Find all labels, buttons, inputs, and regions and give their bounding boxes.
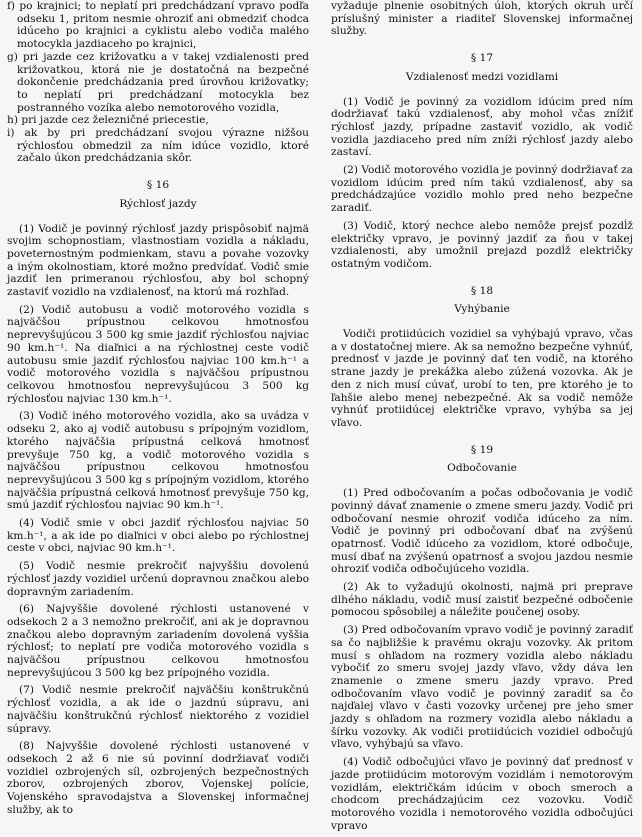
- paragraph: (2) Vodič autobusu a vodič motorového vozidla s najväčšou prípustnou celkovou hmotnosťou neprevyšujúcou 3 500 kg smie jazdiť rýchlosťou najviac 90 km.h⁻¹. Na diaľnici a na rýchlostnej ceste vodič autobusu smie jazdiť rýchlosťou najviac 100 km.h⁻¹ a vodič motorového vozidla s najväčšou prípustnou celkovou hmotnosťou neprevyšujúcou 3 500 kg rýchlosťou najviac 130 km.h⁻¹.: [7, 303, 309, 405]
- section-number: § 18: [470, 284, 494, 297]
- paragraph: (3) Pred odbočovaním vpravo vodič je povinný zaradiť sa čo najbližšie k pravému okraju vozovky. Ak pritom musí s ohľadom na rozmery vozidla alebo nákladu vybočiť zo smeru svojej jazdy vľavo, vždy dáva len znamenie o zmene smeru jazdy vpravo. Pred odbočovaním vľavo vodič je povinný zaradiť sa čo najďalej vľavo v časti vozovky určenej pre jeho smer jazdy s ohľadom na rozmery vozidla alebo nákladu a šírku vozovky. Ak vodiči protiidúcich vozidiel odbočujú vľavo, vyhýbajú sa vľavo.: [331, 624, 633, 751]
- left-column: [7, 0, 309, 821]
- paragraph: (3) Vodič iného motorového vozidla, ako sa uvádza v odseku 2, ako aj vodič autobusu s prípojným vozidlom, ktorého najväčšia prípustná celková hmotnosť prevyšuje 750 kg, a vodič motorového vozidla s najväčšou prípustnou celkovou hmotnosťou neprevyšujúcou 3 500 kg s prípojným vozidlom, ktorého najväčšia prípustná celková hmotnosť prevyšuje 750 kg, smú jazdiť rýchlosťou najviac 90 km.h⁻¹.: [7, 410, 309, 512]
- paragraph: (7) Vodič nesmie prekročiť najväčšiu konštrukčnú rýchlosť vozidla, a ak ide o jazdnú súpravu, ani najväčšiu konštrukčnú rýchlosť niektorého z vozidiel súpravy.: [7, 684, 309, 735]
- section-number: § 17: [470, 52, 494, 65]
- section-title: Rýchlosť jazdy: [119, 197, 197, 210]
- paragraph: (4) Vodič smie v obci jazdiť rýchlosťou najviac 50 km.h⁻¹, a ak ide po diaľnici v obci alebo po rýchlostnej ceste v obci, najviac 90 km.h⁻¹.: [7, 517, 309, 555]
- paragraph: (2) Ak to vyžadujú okolnosti, najmä pri preprave dlhého nákladu, vodič musí zaistiť bezpečné odbočenie pomocou spôsobilej a náležite poučenej osoby.: [331, 581, 633, 619]
- list-item: f) po krajnici; to neplatí pri predchádzaní vpravo podľa odseku 1, pritom nesmie ohroziť ani obmedziť chodca idúceho po krajnici a cyklistu alebo vodiča malého motocykla jazdiaceho po krajnici,: [7, 0, 309, 51]
- section-number: § 19: [470, 443, 494, 456]
- paragraph: (5) Vodič nesmie prekročiť najvyššiu dovolenú rýchlosť jazdy vozidiel určenú dopravnou značkou alebo dopravným zariadením.: [7, 560, 309, 598]
- paragraph: (1) Pred odbočovaním a počas odbočovania je vodič povinný dávať znamenie o zmene smeru jazdy. Vodič pri odbočovaní nesmie ohroziť vodiča idúceho za ním. Vodič je povinný pri odbočovaní dbať na zvýšenú opatrnosť. Vodič idúceho za vozidlom, ktoré odbočuje, musí dbať na zvýšenú opatrnosť a svojou jazdou nesmie ohroziť vodiča odbočujúceho vozidla.: [331, 487, 633, 576]
- section-title: Vzdialenosť medzi vozidlami: [405, 70, 559, 83]
- continuation-paragraph: vyžaduje plnenie osobitných úloh, ktorých okruh určí príslušný minister a riaditeľ Slovenskej informačnej služby.: [331, 0, 633, 38]
- list-item: i) ak by pri predchádzaní svojou výrazne nižšou rýchlosťou obmedzil za ním idúce vozidlo, ktoré začalo úkon predchádzania skôr.: [7, 127, 309, 165]
- paragraph: (1) Vodič je povinný rýchlosť jazdy prispôsobiť najmä svojim schopnostiam, vlastnostiam vozidla a nákladu, poveternostným podmienkam, stavu a povahe vozovky a iným okolnostiam, ktoré možno predvídať. Vodič smie jazdiť len primeranou rýchlosťou, aby bol schopný zastaviť vozidlo na vzdialenosť, na ktorú má rozhľad.: [7, 222, 309, 299]
- list-item: g) pri jazde cez križovatku a v takej vzdialenosti pred križovatkou, ktorá nie je dostatočná na bezpečné dokončenie predchádzania pred úrovňou križovatky; to neplatí pri predchádzaní motocykla bez postranného vozíka alebo nemotorového vozidla,: [7, 50, 309, 114]
- paragraph: (8) Najvyššie dovolené rýchlosti ustanovené v odsekoch 2 až 6 nie sú povinní dodržiavať vodiči vozidiel ozbrojených síl, ozbrojených bezpečnostných zborov, ozbrojených zborov, Vojenskej polície, Vojenského spravodajstva a Slovenskej informačnej služby, ak to: [7, 740, 309, 816]
- paragraph: (1) Vodič je povinný za vozidlom idúcim pred ním dodržiavať takú vzdialenosť, aby mohol včas znížiť rýchlosť jazdy, prípadne zastaviť vozidlo, ak vodič vozidla jazdiaceho pred ním zníži rýchlosť jazdy alebo zastaví.: [331, 95, 633, 159]
- paragraph: (4) Vodič odbočujúci vľavo je povinný dať prednosť v jazde protiidúcim motorovým vozidlám i nemotorovým vozidlám, električkám idúcim v oboch smeroch a chodcom prechádzajúcim cez vozovku. Vodič motorového vozidla i nemotorového vozidla odbočujúci vpravo: [331, 756, 633, 832]
- paragraph: Vodiči protiidúcich vozidiel sa vyhýbajú vpravo, včas a v dostatočnej miere. Ak sa nemožno bezpečne vyhnúť, prednosť v jazde je povinný dať ten vodič, na ktorého strane jazdy je prekážka alebo zúžená vozovka. Ak je den z nich musí cúvať, urobí to ten, pre ktorého je to ľahšie alebo menej nebezpečné. Ak sa vodič nemôže vyhnúť protiidúcej električke vpravo, vyhýba sa jej vľavo.: [331, 328, 633, 429]
- paragraph: (3) Vodič, ktorý nechce alebo nemôže prejsť pozdĺž električky vpravo, je povinný jazdiť za ňou v takej vzdialenosti, aby umožnil prejazd pozdĺž električky ostatným vodičom.: [331, 219, 633, 270]
- right-column: [331, 0, 633, 837]
- paragraph: (2) Vodič motorového vozidla je povinný dodržiavať za vozidlom idúcim pred ním takú vzdialenosť, aby sa predchádzajúce vozidlo mohlo pred neho bezpečne zaradiť.: [331, 164, 633, 215]
- section-title: Vyhýbanie: [454, 303, 510, 316]
- list-item: h) pri jazde cez železničné priecestie,: [7, 114, 209, 127]
- paragraph: (6) Najvyššie dovolené rýchlosti ustanovené v odsekoch 2 a 3 nemožno prekročiť, ani ak je dopravnou značkou alebo dopravným zariadením dovolená vyššia rýchlosť; to neplatí pre vodiča motorového vozidla s najväčšou prípustnou celkovou hmotnosťou neprevyšujúcou 3 500 kg bez prípojného vozidla.: [7, 603, 309, 679]
- section-title: Odbočovanie: [447, 462, 517, 475]
- section-number: § 16: [146, 179, 170, 192]
